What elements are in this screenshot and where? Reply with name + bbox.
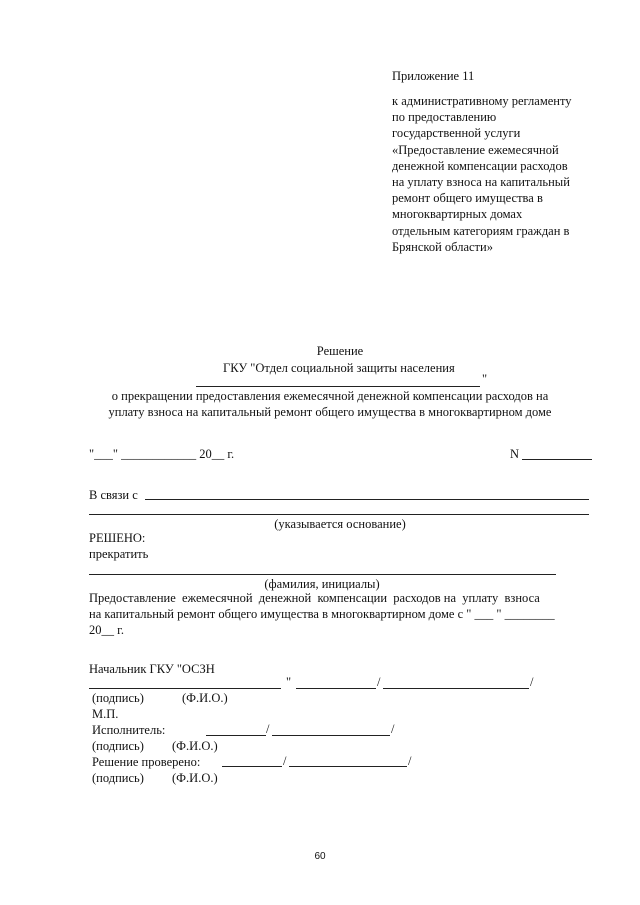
appendix-line: ремонт общего имущества в (392, 191, 543, 206)
checked-line-b (289, 766, 407, 767)
decision-subject-line-2: уплату взноса на капитальный ремонт общего имущества в многоквартирном доме (108, 405, 552, 419)
grounds-label: В связи с (89, 488, 138, 502)
head-label: Начальник ГКУ "ОСЗН (89, 662, 215, 676)
checked-slash-2: / (408, 754, 412, 768)
decision-date: "___" ____________ 20__ г. (89, 447, 235, 461)
head-line-a (296, 688, 376, 689)
executor-label: Исполнитель: (92, 723, 166, 737)
appendix-line: денежной компенсации расходов (392, 158, 568, 173)
number-line (522, 459, 592, 460)
decision-subject-line-1: о прекращении предоставления ежемесячной денежной компенсации расходов на (111, 389, 549, 403)
appendix-line: государственной услуги (392, 126, 521, 141)
appendix-line: отдельным категориям граждан в (392, 223, 570, 238)
page-number: 60 (314, 851, 326, 862)
head-slash-2: / (530, 675, 534, 689)
appendix-line: к административному регламенту (392, 94, 572, 108)
decision-org: ГКУ "Отдел социальной защиты населения (223, 361, 455, 375)
number-label: N (510, 447, 520, 461)
appendix-title: Приложение 11 (392, 69, 475, 83)
head-signature-line (89, 688, 281, 689)
resolved-label: РЕШЕНО: (89, 531, 146, 545)
executor-slash-1: / (266, 722, 270, 736)
signature-hint-2: (подпись) (92, 739, 144, 753)
appendix-line: «Предоставление ежемесячной (392, 142, 559, 157)
resolved-text-line-1: Предоставление ежемесячной денежной компенсации расходов на уплату взноса (89, 591, 540, 605)
fio-hint-1: (Ф.И.О.) (182, 691, 228, 705)
executor-line-a (206, 735, 266, 736)
appendix-line: многоквартирных домах (392, 207, 523, 222)
fio-hint-3: (Ф.И.О.) (172, 771, 218, 785)
grounds-hint: (указывается основание) (274, 517, 406, 531)
fio-hint-2: (Ф.И.О.) (172, 739, 218, 753)
org-quote-close: " (482, 372, 488, 386)
executor-slash-2: / (391, 722, 395, 736)
signature-hint-3: (подпись) (92, 771, 144, 785)
grounds-line-2 (89, 514, 589, 515)
head-quote: " (286, 675, 292, 689)
grounds-line-1 (145, 499, 589, 500)
org-name-line (196, 386, 480, 387)
resolved-text-line-2: на капитальный ремонт общего имущества в многоквартирном доме с " ___ " ________ (89, 607, 555, 621)
person-name-line (89, 574, 556, 575)
head-slash-1: / (377, 675, 381, 689)
checked-slash-1: / (283, 754, 287, 768)
checked-label: Решение проверено: (92, 755, 201, 769)
stamp-label: М.П. (92, 707, 119, 721)
appendix-line: по предоставлению (392, 110, 497, 125)
appendix-line: на уплату взноса на капитальный (392, 175, 570, 189)
decision-heading: Решение (316, 344, 364, 358)
signature-hint-1: (подпись) (92, 691, 144, 705)
executor-line-b (272, 735, 390, 736)
appendix-line: Брянской области» (392, 239, 493, 254)
person-name-hint: (фамилия, инициалы) (264, 577, 380, 591)
head-line-b (383, 688, 529, 689)
resolved-text-line-3: 20__ г. (89, 623, 124, 637)
resolved-action: прекратить (89, 547, 149, 561)
checked-line-a (222, 766, 282, 767)
